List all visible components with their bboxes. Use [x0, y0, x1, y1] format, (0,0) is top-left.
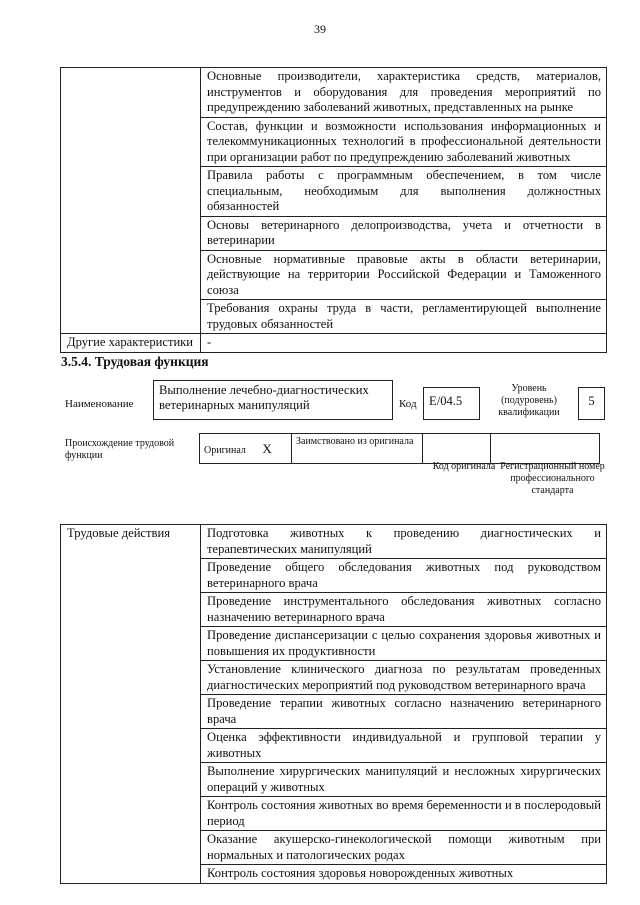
labor-action-item: Оказание акушерско-гинекологической помощи животным при нормальных и патологических родах — [201, 831, 607, 865]
knowledge-item: Правила работы с программным обеспечением, в том числе специальным, необходимым для выполнения должностных обязанностей — [201, 167, 607, 217]
original-mark: X — [262, 441, 272, 456]
page-number: 39 — [314, 22, 326, 36]
labor-action-item: Проведение диспансеризации с целью сохранения здоровья животных и повышения их продуктивности — [201, 627, 607, 661]
origin-table — [199, 433, 600, 464]
labor-action-item: Установление клинического диагноза по результатам проведенных диагностических мероприятий под руководством ветеринарного врача — [201, 661, 607, 695]
knowledge-item: Основные нормативные правовые акты в области ветеринарии, действующие на территории Российской Федерации и Таможенного союза — [201, 250, 607, 300]
original-label: Оригинал — [204, 445, 246, 456]
knowledge-item: Требования охраны труда в части, регламентирующей выполнение трудовых обязанностей — [201, 300, 607, 334]
labor-action-item: Контроль состояния животных во время беременности и в послеродовый период — [201, 797, 607, 831]
code-original-cell — [423, 434, 491, 464]
level-label: Уровень (подуровень) квалификации — [498, 383, 560, 418]
labor-action-item: Выполнение хирургических манипуляций и несложных хирургических операций у животных — [201, 763, 607, 797]
labor-action-item: Проведение терапии животных согласно назначению ветеринарного врача — [201, 695, 607, 729]
knowledge-item: Основные производители, характеристика средств, материалов, инструментов и оборудования для проведения мероприятий по предупреждению заболеваний животных, представленных на рынке — [201, 68, 607, 118]
code-box — [423, 387, 480, 420]
knowledge-item: Состав, функции и возможности использования информационных и телекоммуникационных технологий в профессиональной деятельности при организации работ по предупреждению заболеваний животных — [201, 117, 607, 167]
labor-actions-label: Трудовые действия — [61, 525, 201, 884]
original-cell — [200, 434, 292, 464]
knowledge-table — [60, 67, 607, 353]
function-name-value: Выполнение лечебно-диагностических ветеринарных манипуляций — [159, 383, 369, 412]
borrowed-label: Заимствовано из оригинала — [292, 434, 423, 464]
labor-action-item: Подготовка животных к проведению диагностических и терапевтических манипуляций — [201, 525, 607, 559]
origin-label: Происхождение трудовой функции — [65, 438, 175, 461]
reg-number-label: Регистрационный номер профессионального стандарта — [500, 461, 605, 496]
level-value: 5 — [588, 394, 595, 408]
level-box — [578, 387, 605, 420]
code-original-label: Код оригинала — [432, 461, 496, 472]
function-name-box — [153, 380, 393, 420]
labor-action-item: Проведение инструментального обследования животных согласно назначению ветеринарного врача — [201, 593, 607, 627]
code-value: E/04.5 — [429, 394, 463, 408]
empty-label-cell — [61, 68, 201, 334]
labor-action-item: Оценка эффективности индивидуальной и групповой терапии у животных — [201, 729, 607, 763]
other-characteristics-label: Другие характеристики — [61, 334, 201, 353]
code-label: Код — [399, 398, 417, 410]
labor-actions-table — [60, 524, 607, 884]
reg-number-cell — [491, 434, 600, 464]
knowledge-item: Основы ветеринарного делопроизводства, учета и отчетности в ветеринарии — [201, 216, 607, 250]
name-label: Наименование — [65, 398, 134, 410]
labor-action-item: Контроль состояния здоровья новорожденных животных — [201, 865, 607, 884]
other-characteristics-value: - — [201, 334, 607, 353]
labor-action-item: Проведение общего обследования животных под руководством ветеринарного врача — [201, 559, 607, 593]
section-title: 3.5.4. Трудовая функция — [61, 354, 209, 369]
